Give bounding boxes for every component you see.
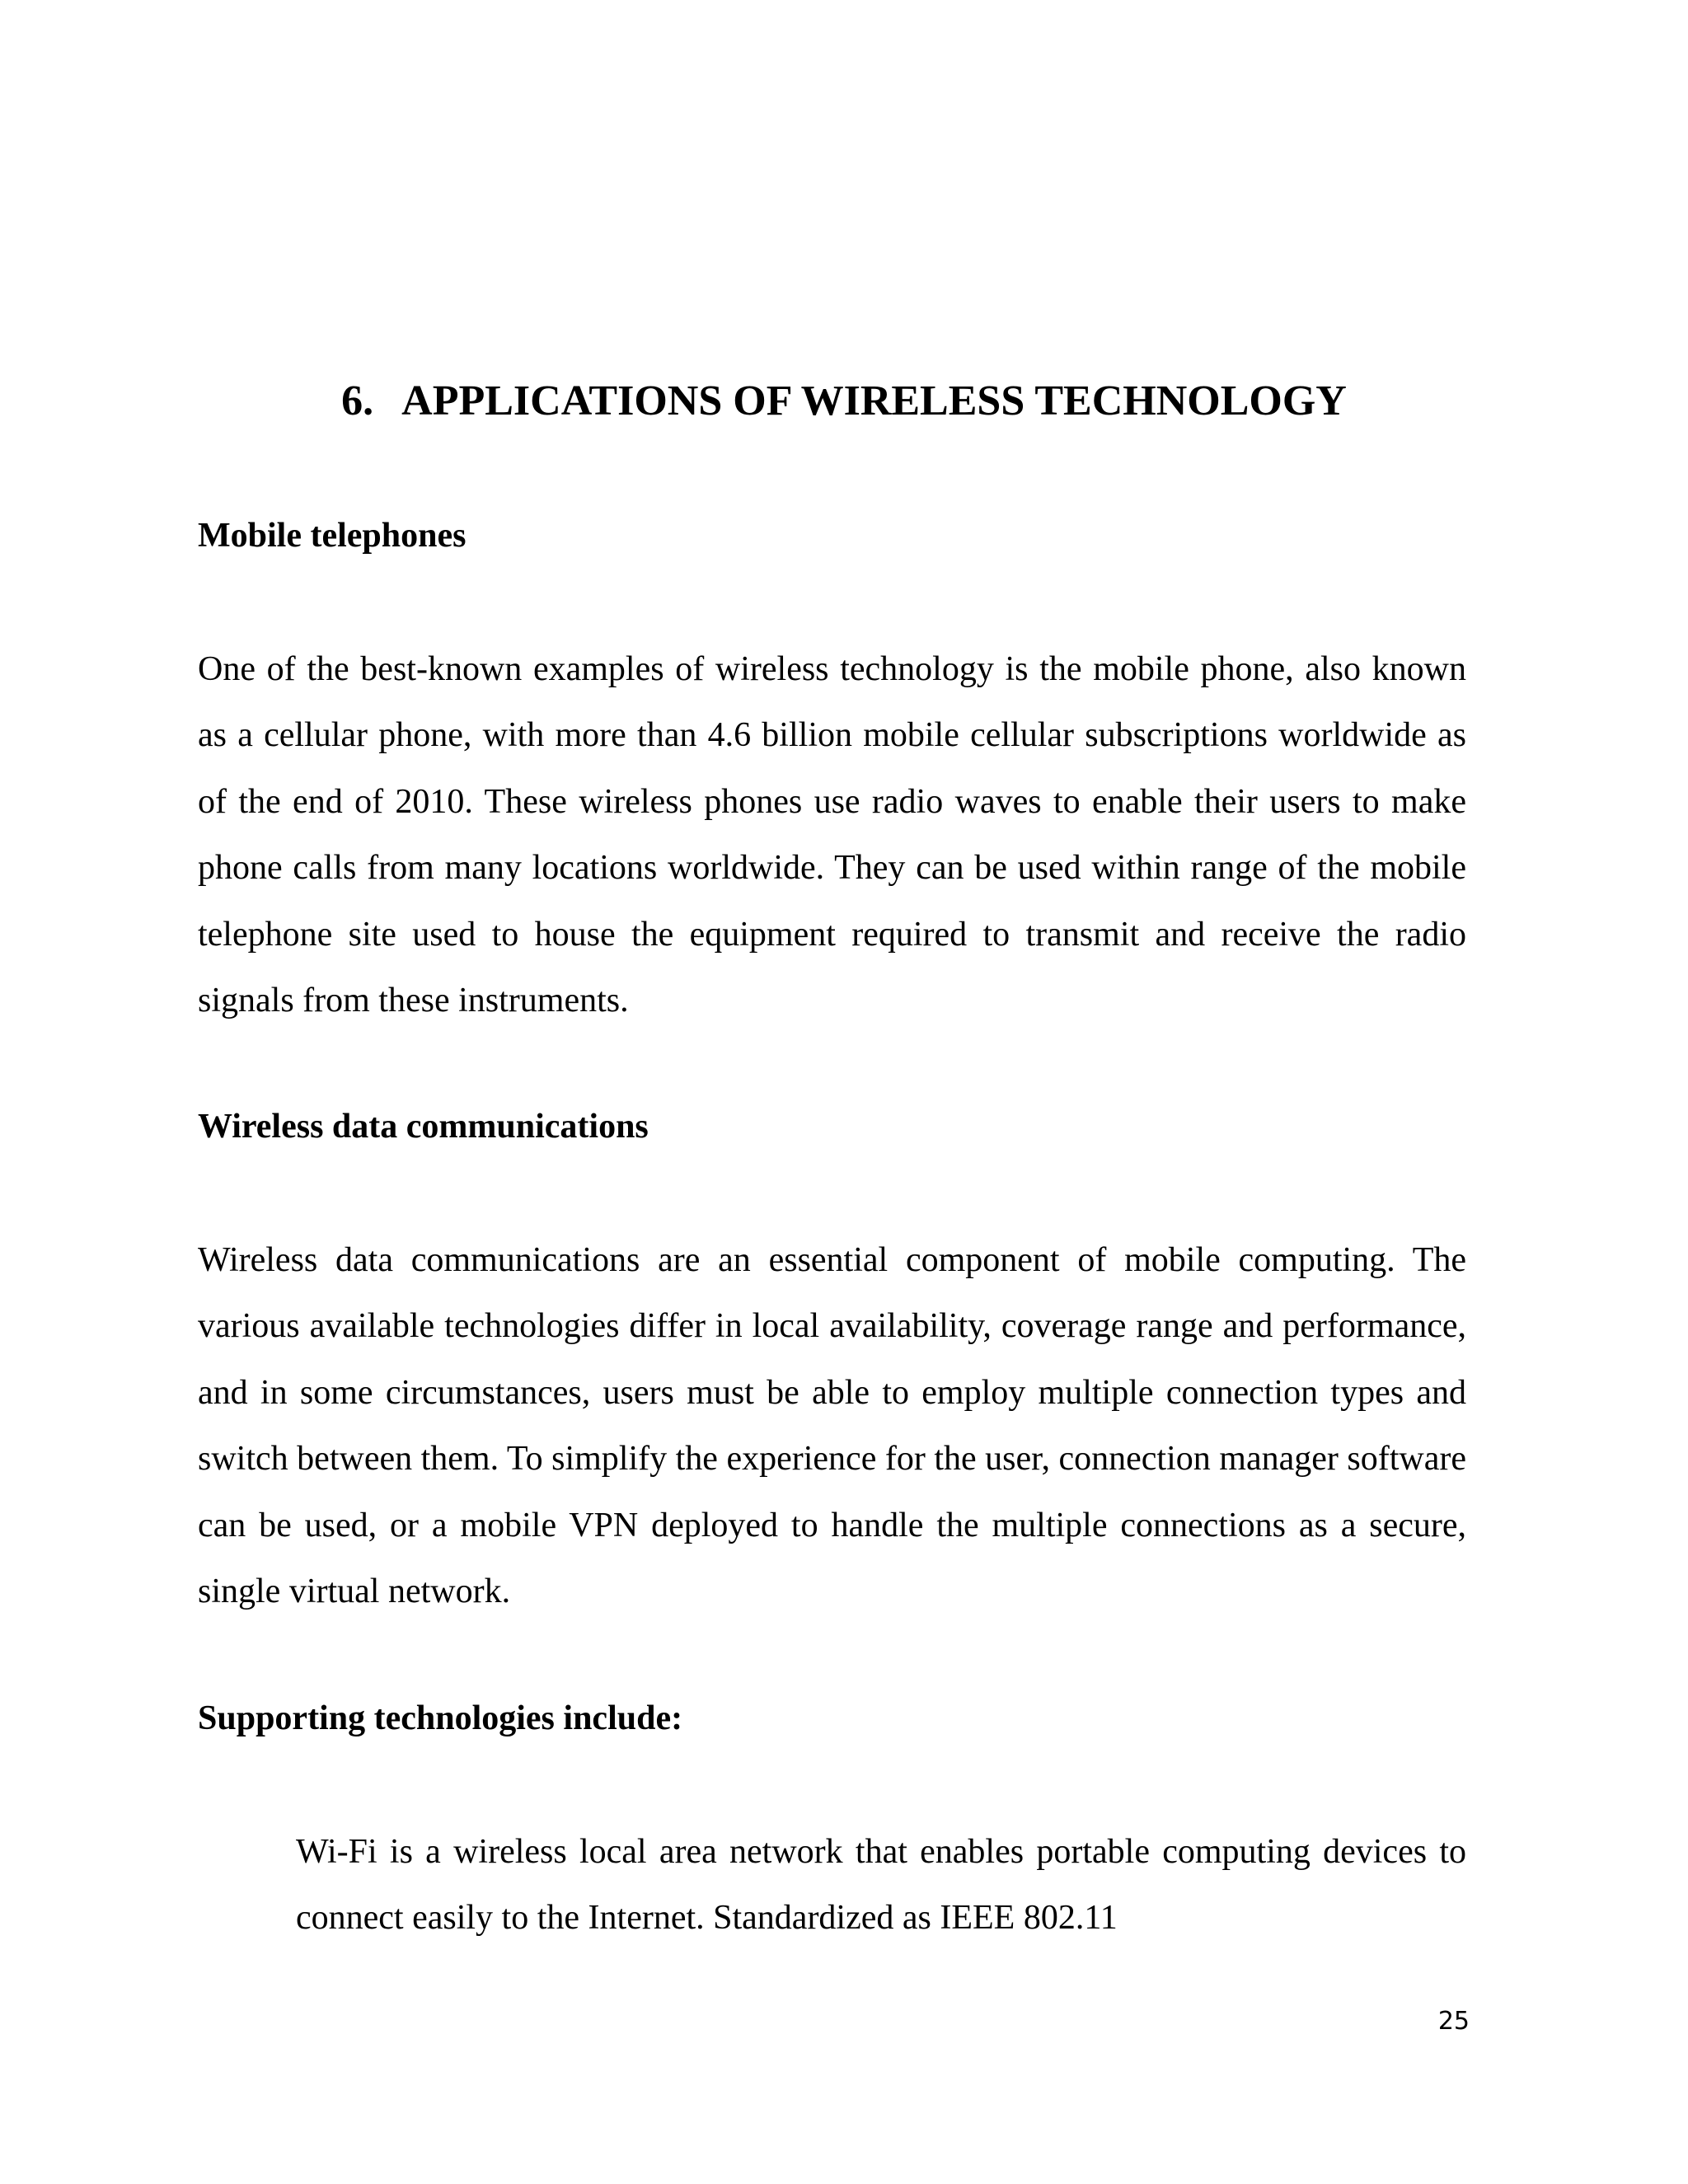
paragraph-wifi: Wi-Fi is a wireless local area network that enables portable computing devices to connect easily to the Internet. Standardized as IEEE 802.11 [296, 1833, 1466, 1938]
chapter-title [198, 375, 1490, 428]
section-heading-mobile-telephones: Mobile telephones [198, 517, 467, 555]
paragraph-mobile-telephones: One of the best-known examples of wireless technology is the mobile phone, also known as a cellular phone, with more than 4.6 billion mobile cellular subscriptions worldwide as of the end of 2010. These wireless phones use radio waves to enable their users to make phone calls from many locations worldwide. They can be used within range of the mobile telephone site used to house the equipment required to transmit and receive the radio signals from these instruments. [198, 650, 1466, 1020]
section-heading-wireless-data-communications: Wireless data communications [198, 1108, 649, 1146]
paragraph-wireless-data-communications: Wireless data communications are an essential component of mobile computing. The various available technologies differ in local availability, coverage range and performance, and in some circumstances, users must be able to employ multiple connection types and switch between them. To simplify the experience for the user, connection manager software can be used, or a mobile VPN deployed to handle the multiple connections as a secure, single virtual network. [198, 1241, 1466, 1611]
page-number: 25 [1437, 2007, 1470, 2036]
section-heading-supporting-technologies: Supporting technologies include: [198, 1699, 683, 1737]
chapter-title-text: APPLICATIONS OF WIRELESS TECHNOLOGY [401, 377, 1347, 424]
chapter-number: 6. [341, 377, 374, 424]
